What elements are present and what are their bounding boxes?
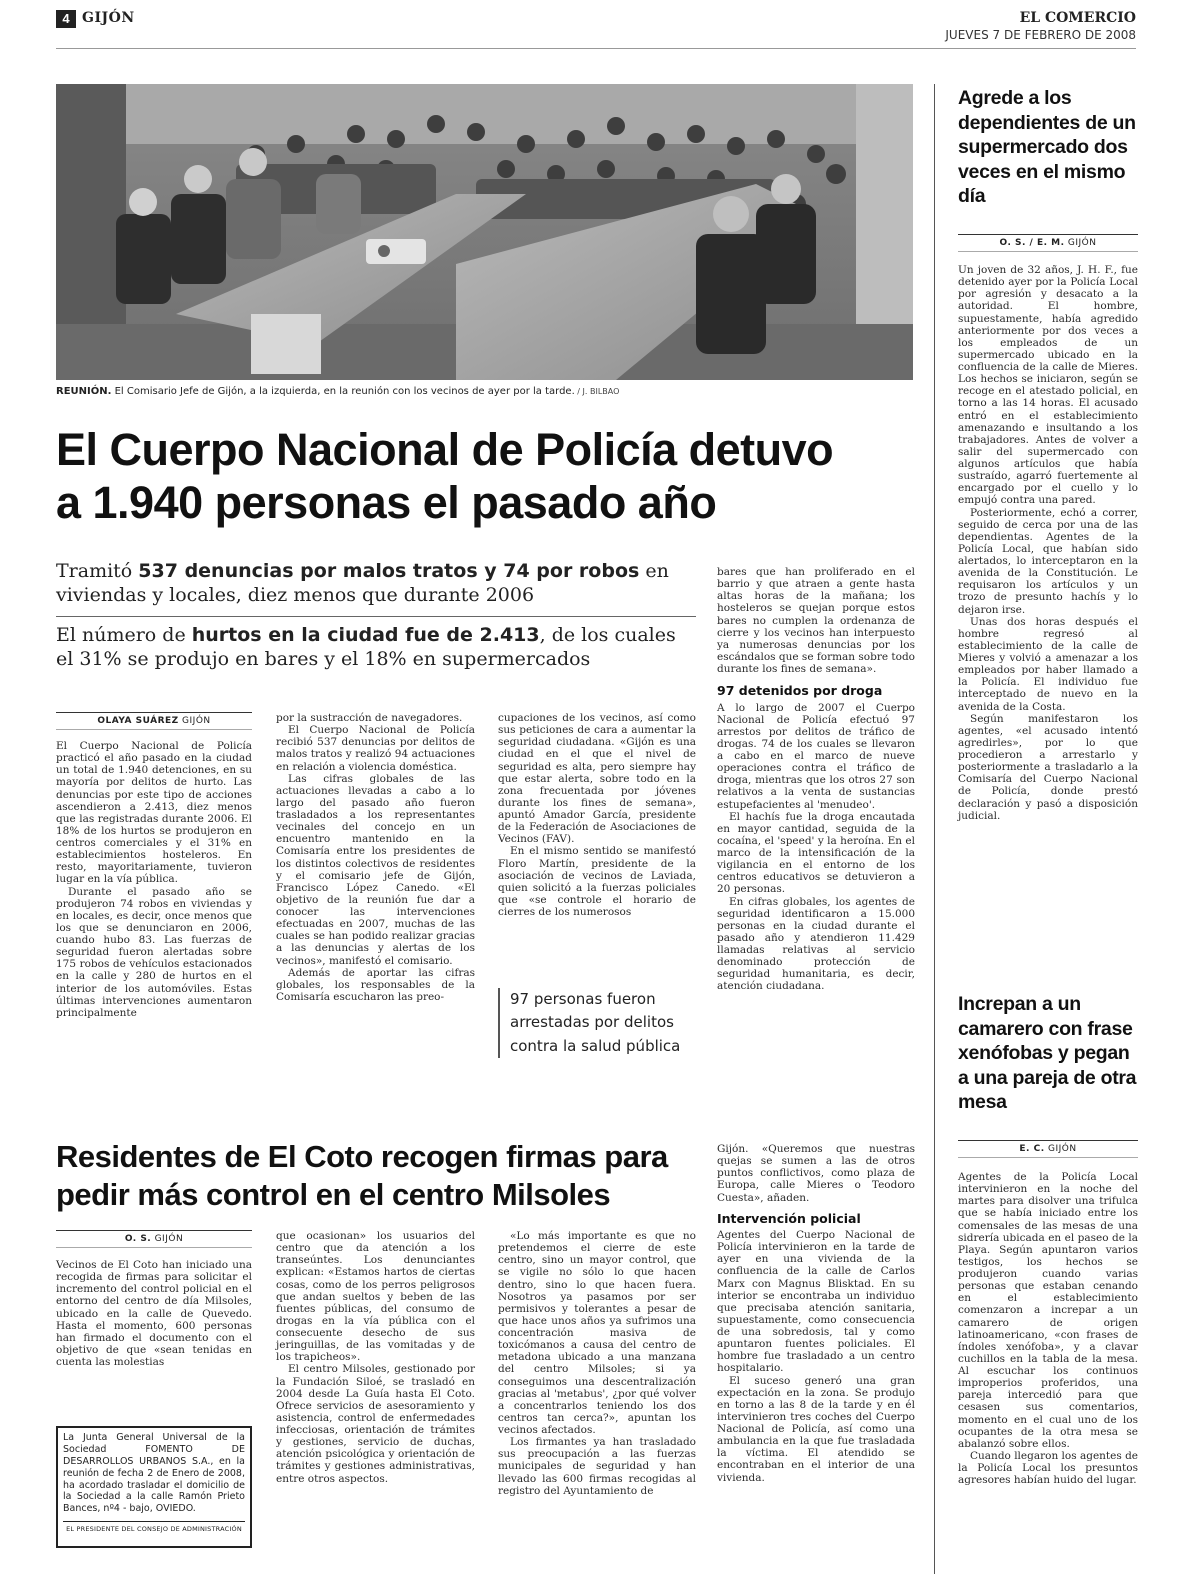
deck-1-part-c: en viviendas y locales, diez menos que durante 2006: [56, 560, 669, 606]
second-headline-line1: Residentes de El Coto recogen firmas para: [56, 1139, 668, 1174]
section-name: GIJÓN: [82, 10, 135, 26]
paragraph: Agentes del Cuerpo Nacional de Policía intervinieron en la tarde de ayer en una vivienda de la confluencia de la calle de Carlos Marx con Magnus Blisktad. En su interior se encontraba un individuo que precisaba atención sanitaria, supuestamente, como consecuencia de una sobredosis, tal y como apuntaron fuentes policiales. El hombre fue trasladado a un centro hospitalario.: [717, 1229, 915, 1375]
deck-1-highlight: 537 denuncias por malos tratos y 74 por robos: [138, 560, 640, 582]
paragraph: Vecinos de El Coto han iniciado una recogida de firmas para solicitar el incremento del control policial en el entorno del centro de día Milsoles, ubicado en la calle de Quevedo. Hasta el momento, 600 personas han firmado el documento con el objetivo de que «sean tenidas en cuenta las molestias: [56, 1259, 252, 1368]
subhead-intervention: Intervención policial: [717, 1210, 861, 1226]
deck-2-highlight: hurtos en la ciudad fue de 2.413: [191, 624, 540, 646]
issue-date: JUEVES 7 DE FEBRERO DE 2008: [945, 28, 1136, 42]
newspaper-name: EL COMERCIO: [1019, 10, 1136, 26]
paragraph: A lo largo de 2007 el Cuerpo Nacional de Policía efectuó 97 arrestos por delitos de tráfico de drogas. 74 de los cuales se llevaron a cabo en el marco de nueve operaciones contra el tráfico de droga, mientras que los otros 27 son relativos a la venta de sustancias estupefacientes al 'menudeo'.: [717, 701, 915, 811]
main-byline: [56, 712, 252, 730]
deck-2-part-c: , de los cuales el 31% se produjo en bares y el 18% en supermercados: [56, 624, 676, 670]
sidebar-divider: [934, 84, 935, 1574]
paragraph: Agentes de la Policía Local intervinieron en la noche del martes para disolver una trifulca que se había iniciado entre los comensales de las mesas de una sidrería ubicada en el paseo de la Playa. Según apuntaron varios testigos, los hechos se produjeron cuando varias personas que estaban cenando en el establecimiento comenzaron a increpar a un camarero de origen latinoamericano, «con frases de índoles xenófoba», y a clavar cuchillos en la tabla de la mesa. Al escuchar los continuos improperios proferidos, una pareja intercedió para que cesasen sus comentarios, momento en el cual uno de los ocupantes de la otra mesa se abalanzó sobre ellos.: [958, 1171, 1138, 1450]
paragraph: En cifras globales, los agentes de seguridad identificaron a 15.000 personas en la ciudad durante el pasado año y atendieron 11.429 llamadas relativas al servicio denominado protección de seguridad humanitaria, es decir, atención ciudadana.: [717, 895, 915, 993]
second-column-1: [56, 1259, 252, 1368]
paragraph: bares que han proliferado en el barrio y que atraen a gente hasta altas horas de la mañana; los hosteleros se quejan porque estos bares no cumplen la ordenanza de cierre y los vecinos han interpuesto ya numerosas denuncias por los escándalos que se forman sobre todo durante los fines de semana».: [717, 566, 915, 675]
byline-place: GIJÓN: [1064, 238, 1097, 248]
second-headline: [56, 1138, 716, 1214]
main-column-4: [717, 566, 915, 993]
page-number: 4: [56, 10, 76, 28]
paragraph: Un joven de 32 años, J. H. F., fue detenido ayer por la Policía Local por agresión y desacato a la autoridad. El hombre, supuestamente, había agredido anteriormente por dos veces a los empleados de un supermercado ubicado en la confluencia de la calle de Mieres. Los hechos se iniciaron, según se recoge en el atestado policial, en torno a las 14 horas. El acusado entró en el establecimiento amenazando e insultando a los trabajadores. Antes de volver a salir del supermercado con algunos artículos que había sustraído, agarró fuertemente al encargado por el cuello y lo empujó contra una pared.: [958, 264, 1138, 507]
paragraph: Las cifras globales de las actuaciones llevadas a cabo a lo largo del pasado año fueron trasladados a los representantes vecinales del concejo en un encuentro mantenido en la Comisaría entre los presidentes de los distintos colectivos de residentes y el comisario jefe de Gijón, Francisco López Canedo. «El objetivo de la reunión fue dar a conocer las intervenciones efectuadas en 2007, muchas de las cuales se han podido realizar gracias a las denuncias y alertas de los vecinos», manifestó el comisario.: [276, 772, 475, 967]
byline-author: E. C.: [1019, 1144, 1045, 1154]
byline-place: GIJÓN: [178, 716, 211, 726]
photo-caption: [56, 386, 916, 397]
main-column-1: [56, 740, 252, 1019]
meeting-photo: [56, 84, 913, 380]
photo-credit: / J. BILBAO: [574, 387, 620, 396]
byline-author: O. S.: [124, 1234, 152, 1244]
sidebar-1-body: [958, 264, 1138, 822]
byline-author: O. S. / E. M.: [999, 238, 1065, 248]
deck-2-part-a: El número de: [56, 624, 192, 646]
main-headline-line2: a 1.940 personas el pasado año: [56, 476, 717, 528]
deck-divider: [56, 616, 696, 617]
byline-place: GIJÓN: [151, 1234, 184, 1244]
legal-notice-signature: EL PRESIDENTE DEL CONSEJO DE ADMINISTRACIÓN: [63, 1521, 245, 1533]
paragraph: que ocasionan» los usuarios del centro que da atención a los transeúntes. Los denunciantes explican: «Estamos hartos de ciertas cosas, como de los perros peligrosos que andan sueltos y beben de las fuentes públicas, del consumo de drogas en la vía pública con el consecuente desecho de sus jeringuillas, de las vomitadas y de los trapicheos».: [276, 1230, 475, 1364]
paragraph: Cuando llegaron los agentes de la Policía Local los presuntos agresores habían huido del lugar.: [958, 1449, 1139, 1487]
main-column-2: [276, 712, 475, 1003]
sidebar-2-body: [958, 1171, 1138, 1486]
paragraph: El centro Milsoles, gestionado por la Fundación Siloé, se trasladó en 2004 desde La Guía hasta El Coto. Ofrece servicios de asesoramiento y asistencia, control de enfermedades infecciosas, orientación de trámites y gestiones, servicio de duchas, atención psicológica y orientación de trámites y gestiones administrativas, entre otros aspectos.: [276, 1363, 475, 1485]
paragraph: cupaciones de los vecinos, así como sus peticiones de cara a aumentar la seguridad ciudadana. «Gijón es una ciudad en el que el nivel de seguridad es alta, pero siempre hay que estar alerta, sobre todo en la zona frecuentada por jóvenes durante los fines de semana», apuntó Amador García, presidente de la Federación de Asociaciones de Vecinos (FAV).: [498, 712, 696, 846]
paragraph: Además de aportar las cifras globales, los responsables de la Comisaría escucharon las preo-: [276, 966, 475, 1003]
pull-quote: 97 personas fueron arrestadas por delitos contra la salud pública: [498, 988, 698, 1058]
legal-notice-text: La Junta General Universal de la Sociedad FOMENTO DE DESARROLLOS URBANOS S.A., en la reunión de fecha 2 de Enero de 2008, ha acordado trasladar el domicilio de la Sociedad a la calle Ramón Prieto Bances, nº4 - bajo, OVIEDO.: [63, 1432, 245, 1515]
paragraph: «Lo más importante es que no pretendemos el cierre de este centro, sino un mayor control, que se vigile no sólo lo que hacen dentro, sino lo que hacen fuera. Nosotros ya pasamos por ser permisivos y tolerantes a pesar de que hace unos años ya sufrimos una concentración masiva de toxicómanos a causa del centro de metadona ubicado a una manzana del centro Milsoles; si ya conseguimos una descentralización gracias al 'metabus', ¿por qué volver a concentrarlos teniendo los dos centros tan cerca?», apuntan los vecinos afectados.: [498, 1230, 696, 1436]
paragraph: El hachís fue la droga encautada en mayor cantidad, seguida de la cocaína, el 'speed' y la heroína. En el marco de la intensificación de la vigilancia en el entorno de los centros educativos se detuvieron a 20 personas.: [717, 810, 915, 896]
second-column-3: [498, 1230, 696, 1497]
main-headline-line1: El Cuerpo Nacional de Policía detuvo: [56, 424, 834, 475]
deck-1: [56, 560, 696, 608]
paragraph: por la sustracción de navegadores.: [276, 712, 463, 724]
paragraph: Unas dos horas después el hombre regresó al establecimiento de la calle de Mieres y volvió a amenazar a los empleados por haber llamado a la Policía. El individuo fue interceptado de nuevo en la avenida de la Costa.: [958, 615, 1138, 713]
deck-2: [56, 624, 696, 672]
paragraph: El suceso generó una gran expectación en la zona. Se produjo en torno a las 8 de la tarde y en él intervinieron tres coches del Cuerpo Nacional de Policía, así como una ambulancia en la que fue trasladada la víctima. El atendido se encontraban en el interior de una vivienda.: [717, 1374, 915, 1484]
caption-label: REUNIÓN.: [56, 386, 112, 397]
sidebar-1-byline: [958, 234, 1138, 252]
main-headline: [56, 424, 936, 529]
paragraph: El Cuerpo Nacional de Policía recibió 537 denuncias por delitos de malos tratos y realizó 94 actuaciones en relación a violencia doméstica.: [276, 724, 475, 773]
second-byline: [56, 1230, 252, 1248]
sidebar-1-headline: Agrede a los dependientes de un supermercado dos veces en el mismo día: [958, 87, 1136, 208]
second-column-4: [717, 1143, 915, 1484]
caption-text: El Comisario Jefe de Gijón, a la izquierda, en la reunión con los vecinos de ayer por la tarde.: [111, 386, 575, 397]
paragraph: El Cuerpo Nacional de Policía practicó el año pasado en la ciudad un total de 1.940 detenciones, en su mayoría por delitos de hurto. Las denuncias por este tipo de acciones ascendieron a 2.413, diez menos que las registradas durante 2006. El 18% de los hurtos se produjeron en centros comerciales y el 31% en establecimientos hosteleros. En resto, mayoritariamente, tuvieron lugar en la vía pública.: [56, 740, 252, 886]
second-headline-line2: pedir más control en el centro Milsoles: [56, 1176, 611, 1212]
header-rule: [56, 48, 1136, 49]
paragraph: Durante el pasado año se produjeron 74 robos en viviendas y en locales, es decir, once menos que los que se denunciaron en 2006, cuando hubo 83. Las fuerzas de seguridad fueron alertadas sobre 175 robos de vehículos estacionados en la calle y 280 de hurtos en el interior de los automóviles. Estas últimas intervenciones aumentaron principalmente: [56, 885, 252, 1019]
deck-1-part-a: Tramitó: [56, 560, 139, 582]
second-column-2: [276, 1230, 475, 1485]
paragraph: Posteriormente, echó a correr, seguido de cerca por una de las dependientas. Agentes de la Policía Local, que habían sido alertados, lo interceptaron en la avenida de la Constitución. Le requisaron los artículos y un trozo de presunto hachís y lo dejaron irse.: [958, 506, 1138, 616]
paragraph: Gijón. «Queremos que nuestras quejas se sumen a las de otros puntos conflictivos, como plaza de Europa, calle Mieres o Teodoro Cuesta», añaden.: [717, 1143, 915, 1204]
sidebar-2-byline: [958, 1140, 1138, 1158]
byline-author: OLAYA SUÁREZ: [97, 716, 179, 726]
paragraph: Los firmantes ya han trasladado sus preocupación a las fuerzas municipales de seguridad y han llevado las 600 firmas recogidas al registro del Ayuntamiento de: [498, 1436, 696, 1497]
byline-place: GIJÓN: [1044, 1144, 1077, 1154]
sidebar-2-headline: Increpan a un camarero con frase xenófobas y pegan a una pareja de otra mesa: [958, 993, 1137, 1114]
paragraph: Según manifestaron los agentes, «el acusado intentó agredirles», por lo que procedieron a arrestarlo y posteriormente a trasladarlo a la Comisaría del Cuerpo Nacional de Policía, donde prestó declaración y pasó a disposición judicial.: [958, 712, 1138, 822]
paragraph: En el mismo sentido se manifestó Floro Martín, presidente de la asociación de vecinos de Laviada, quien solicitó a la fuerzas policiales que «se controle el horario de cierres de los numerosos: [498, 845, 696, 918]
subhead-drugs: 97 detenidos por droga: [717, 683, 883, 699]
main-column-3: [498, 712, 696, 918]
legal-notice: [56, 1426, 252, 1548]
